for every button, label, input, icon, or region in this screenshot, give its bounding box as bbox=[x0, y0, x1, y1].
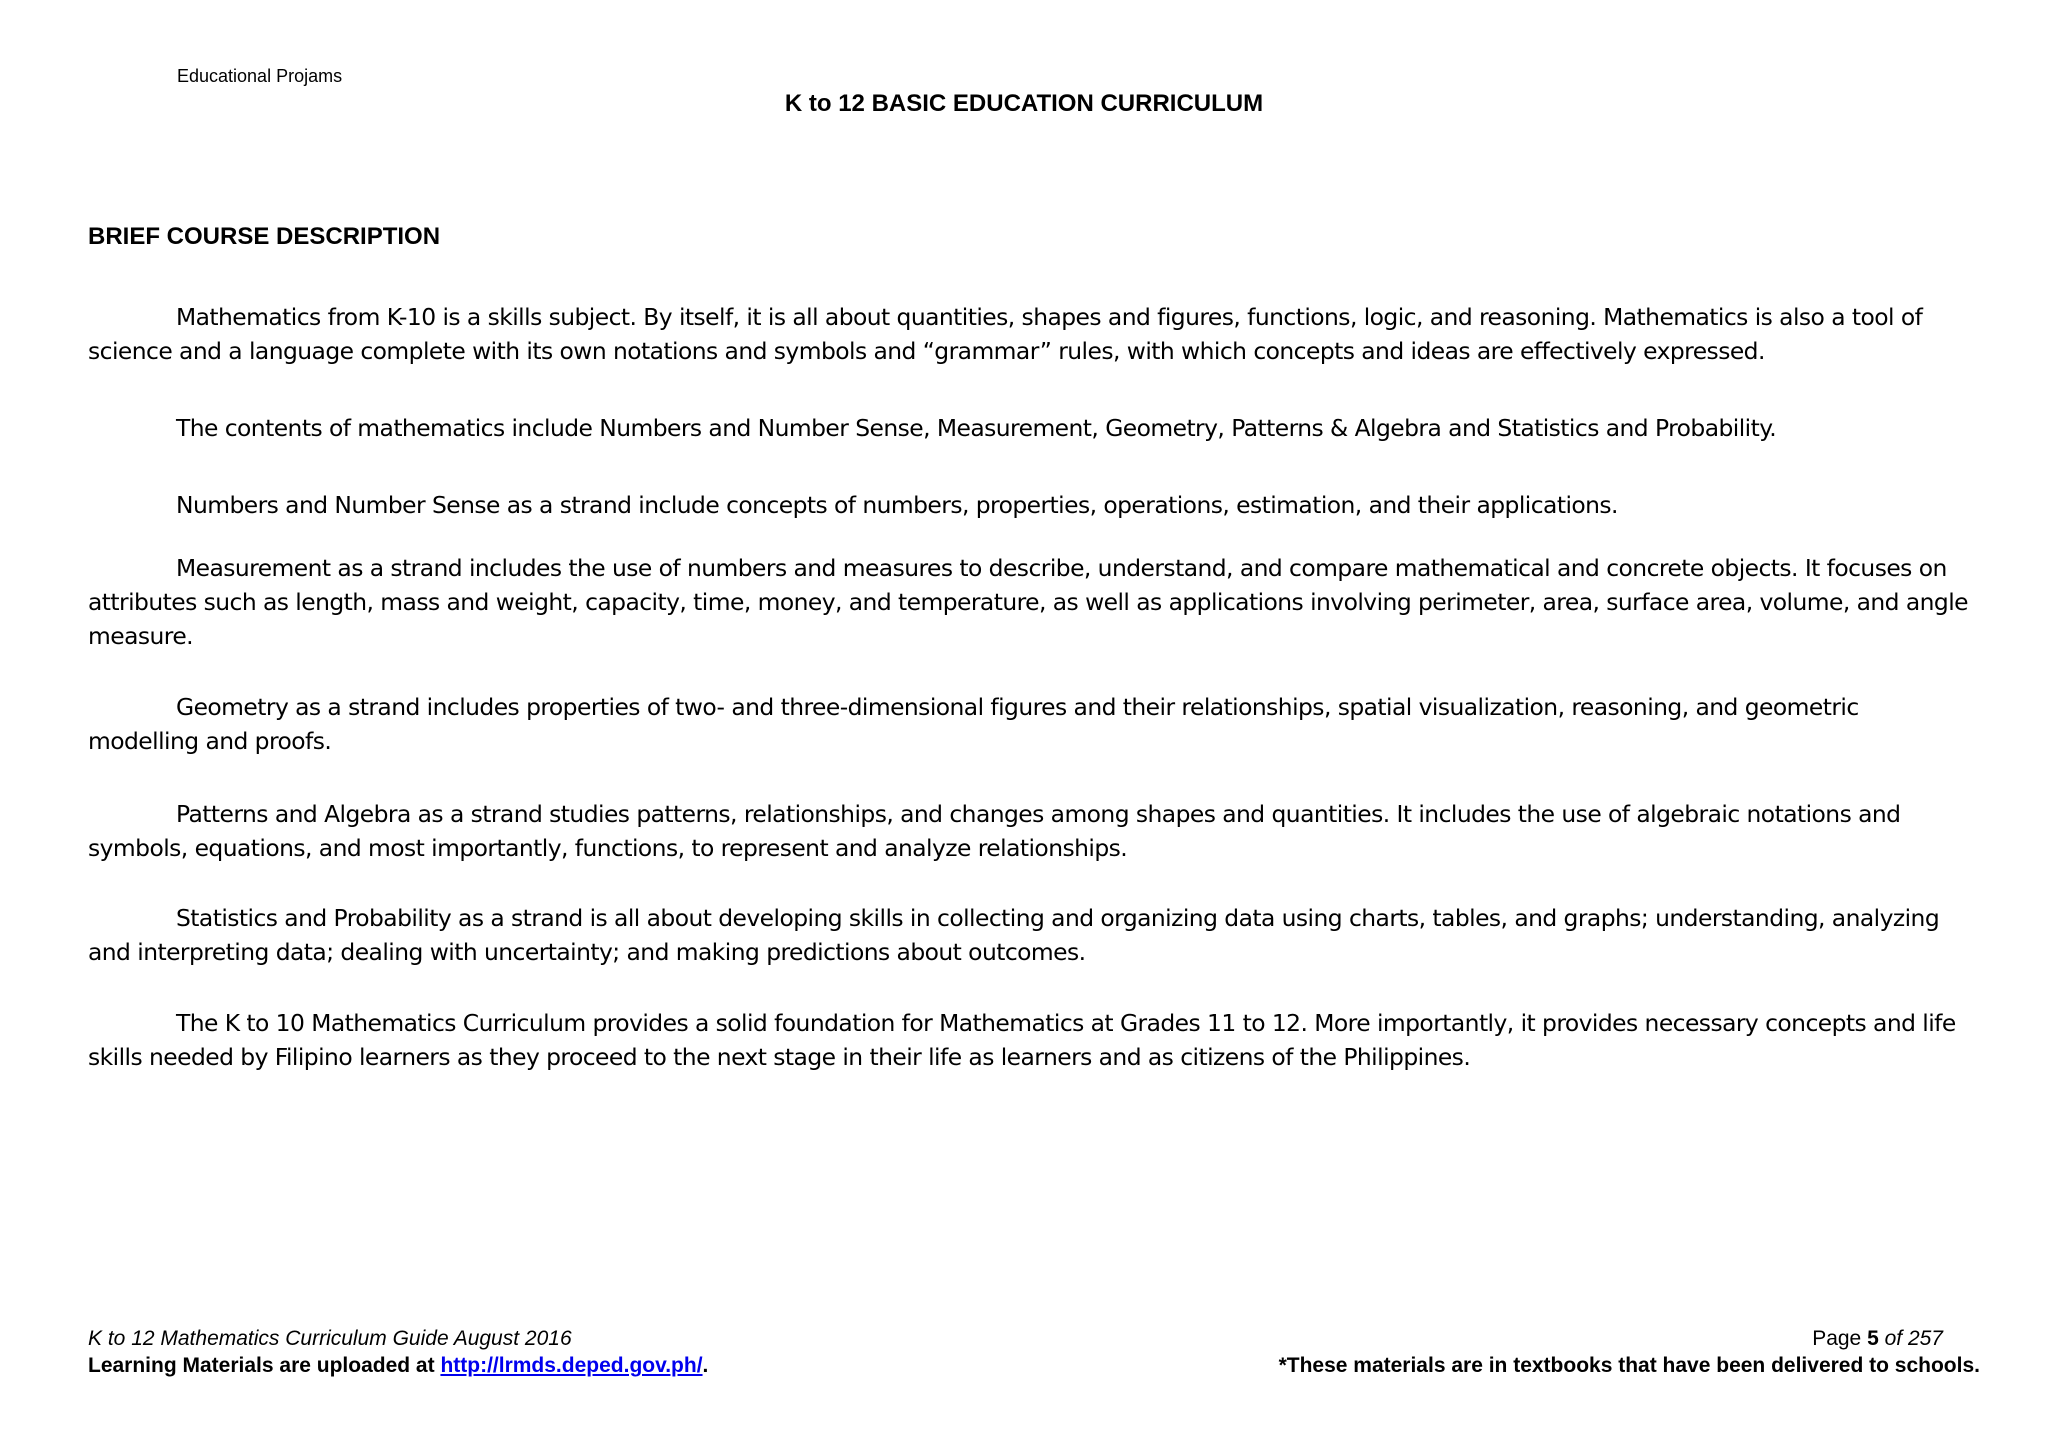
paragraph-patterns-algebra: Patterns and Algebra as a strand studies patterns, relationships, and changes among shapes and quantities. It includes the use of algebraic notations and symbols, equations, and most importantly, functions, to represent and analyze relationships. bbox=[88, 800, 1901, 862]
page-total: of 257 bbox=[1878, 1327, 1943, 1350]
paragraph-statistics: Statistics and Probability as a strand is all about developing skills in collecting and organizing data using charts, tables, and graphs; understanding, analyzing and interpreting data; dealing with uncertainty; and making predictions about outcomes. bbox=[88, 904, 1940, 966]
upload-suffix: . bbox=[702, 1354, 709, 1377]
upload-prefix: Learning Materials are uploaded at bbox=[88, 1354, 441, 1377]
upload-line bbox=[88, 1352, 708, 1379]
paragraph-contents: The contents of mathematics include Numbers and Number Sense, Measurement, Geometry, Patterns & Algebra and Statistics and Probability. bbox=[176, 414, 1777, 442]
paragraph-geometry: Geometry as a strand includes properties of two- and three-dimensional figures and their relationships, spatial visualization, reasoning, and geometric modelling and proofs. bbox=[88, 693, 1859, 755]
page-indicator bbox=[1279, 1325, 1980, 1352]
paragraph-curriculum-foundation: The K to 10 Mathematics Curriculum provides a solid foundation for Mathematics at Grades 11 to 12. More importantly, it provides necessary concepts and life skills needed by Filipino learners as they proceed to the next stage in their life as learners and as citizens of the Philippines. bbox=[88, 1009, 1956, 1071]
paragraph-numbers: Numbers and Number Sense as a strand include concepts of numbers, properties, operations, estimation, and their applications. bbox=[176, 491, 1618, 519]
paragraph-overview: Mathematics from K-10 is a skills subject. By itself, it is all about quantities, shapes and figures, functions, logic, and reasoning. Mathematics is also a tool of science and a language complete with its own notations and symbols and “grammar” rules, with which concepts and ideas are effectively expressed. bbox=[88, 303, 1923, 365]
footer-left bbox=[88, 1325, 708, 1379]
page-number: 5 bbox=[1867, 1327, 1879, 1350]
section-heading: BRIEF COURSE DESCRIPTION bbox=[88, 223, 441, 250]
page-label: Page bbox=[1812, 1327, 1868, 1350]
footer-right bbox=[1279, 1325, 1980, 1379]
lrmds-link[interactable]: http://lrmds.deped.gov.ph/ bbox=[440, 1354, 703, 1377]
document-title: K to 12 BASIC EDUCATION CURRICULUM bbox=[784, 90, 1264, 117]
watermark-text: Educational Projams bbox=[177, 66, 343, 86]
paragraph-measurement: Measurement as a strand includes the use of numbers and measures to describe, understand, and compare mathematical and concrete objects. It focuses on attributes such as length, mass and weight, capacity, time, money, and temperature, as well as applications involving perimeter, area, surface area, volume, and angle measure. bbox=[88, 554, 1968, 650]
textbook-notice: *These materials are in textbooks that have been delivered to schools. bbox=[1278, 1354, 1980, 1377]
curriculum-guide-label: K to 12 Mathematics Curriculum Guide August 2016 bbox=[88, 1327, 572, 1350]
